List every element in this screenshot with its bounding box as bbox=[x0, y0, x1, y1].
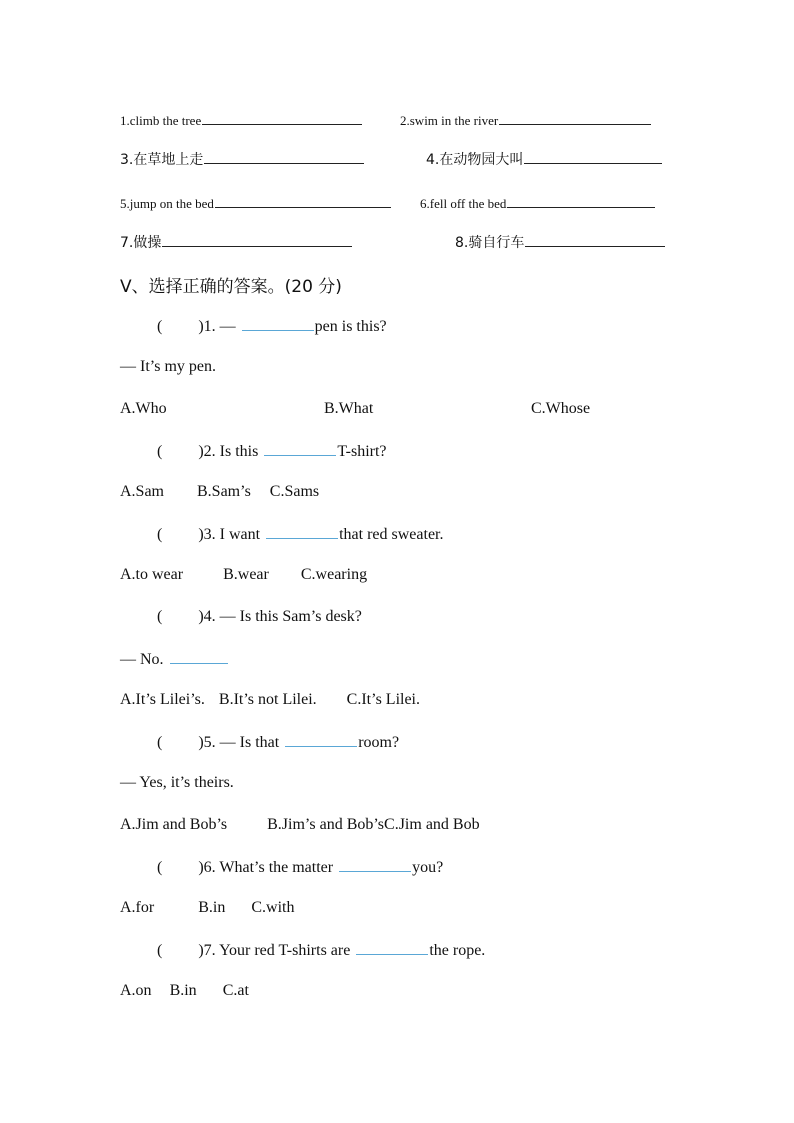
option-a[interactable]: A.It’s Lilei’s. bbox=[120, 691, 205, 708]
question-1 bbox=[157, 316, 387, 336]
paren-open: ( bbox=[157, 526, 163, 543]
item-text: 7.做操 bbox=[120, 235, 162, 251]
item-text: 2.swim in the river bbox=[400, 113, 499, 128]
paren-close: ) bbox=[198, 942, 204, 959]
question-6 bbox=[157, 857, 443, 877]
options-row bbox=[120, 691, 420, 709]
question-2 bbox=[157, 441, 387, 461]
question-7 bbox=[157, 940, 485, 960]
answer-line[interactable] bbox=[525, 232, 665, 247]
fill-blank[interactable] bbox=[242, 316, 314, 331]
item-text: 4.在动物园大叫 bbox=[426, 152, 524, 168]
translation-item-8 bbox=[455, 232, 665, 252]
paren-close: ) bbox=[198, 526, 204, 543]
question-4 bbox=[157, 608, 362, 626]
translation-item-6 bbox=[420, 193, 655, 212]
paren-open: ( bbox=[157, 942, 163, 959]
options-row bbox=[120, 566, 367, 584]
question-text: 6. What’s the matter bbox=[203, 859, 338, 876]
fill-blank[interactable] bbox=[170, 649, 228, 664]
option-b[interactable]: B.wear bbox=[223, 566, 269, 583]
answer-line[interactable] bbox=[202, 110, 362, 125]
answer-line-text: — It’s my pen. bbox=[120, 358, 216, 375]
option-b[interactable]: B.Sam’s bbox=[197, 483, 251, 500]
question-suffix: T-shirt? bbox=[337, 443, 387, 460]
paren-close: ) bbox=[198, 443, 204, 460]
translation-item-5 bbox=[120, 193, 391, 212]
question-suffix: room? bbox=[358, 734, 400, 751]
answer-prefix: — No. bbox=[120, 651, 168, 668]
option-b[interactable]: B.in bbox=[198, 899, 226, 916]
question-text: 7. Your red T-shirts are bbox=[203, 942, 355, 959]
answer-line[interactable] bbox=[499, 110, 651, 125]
answer-line-text: — Yes, it’s theirs. bbox=[120, 774, 234, 791]
translation-item-4 bbox=[426, 149, 662, 169]
paren-close: ) bbox=[198, 734, 204, 751]
question-text: 2. Is this bbox=[203, 443, 263, 460]
answer-line[interactable] bbox=[204, 149, 364, 164]
fill-blank[interactable] bbox=[339, 857, 411, 872]
options-row bbox=[120, 483, 319, 501]
option-b[interactable]: B.It’s not Lilei. bbox=[218, 691, 317, 708]
options-row bbox=[120, 899, 294, 917]
fill-blank[interactable] bbox=[356, 940, 428, 955]
option-a[interactable]: A.Who bbox=[120, 400, 167, 417]
option-c[interactable]: C.with bbox=[251, 899, 295, 916]
fill-blank[interactable] bbox=[285, 732, 357, 747]
options-row bbox=[120, 816, 480, 834]
option-a[interactable]: A.Jim and Bob’s bbox=[120, 816, 228, 833]
item-text: 8.骑自行车 bbox=[455, 235, 525, 251]
question-suffix: pen is this? bbox=[314, 318, 387, 335]
paren-close: ) bbox=[198, 608, 204, 625]
option-a[interactable]: A.for bbox=[120, 899, 155, 916]
fill-blank[interactable] bbox=[266, 524, 338, 539]
options-row bbox=[120, 982, 249, 1000]
translation-item-1 bbox=[120, 110, 362, 129]
paren-open: ( bbox=[157, 859, 163, 876]
paren-open: ( bbox=[157, 608, 163, 625]
section-title: Ⅴ、选择正确的答案。(20 分) bbox=[120, 277, 342, 297]
paren-close: ) bbox=[198, 859, 204, 876]
question-suffix: the rope. bbox=[429, 942, 486, 959]
answer-line[interactable] bbox=[524, 149, 662, 164]
option-c[interactable]: C.Whose bbox=[531, 400, 591, 417]
option-b[interactable]: B.in bbox=[169, 982, 197, 999]
question-5 bbox=[157, 732, 399, 752]
question-text: 4. — Is this Sam’s desk? bbox=[203, 608, 362, 625]
translation-item-2 bbox=[400, 110, 651, 129]
question-3 bbox=[157, 524, 444, 544]
question-text: 3. I want bbox=[203, 526, 265, 543]
item-text: 6.fell off the bed bbox=[420, 196, 507, 211]
question-suffix: you? bbox=[412, 859, 444, 876]
option-a[interactable]: A.to wear bbox=[120, 566, 184, 583]
option-c[interactable]: C.Sams bbox=[269, 483, 320, 500]
question-text: 5. — Is that bbox=[203, 734, 284, 751]
answer-line[interactable] bbox=[162, 232, 352, 247]
option-a[interactable]: A.on bbox=[120, 982, 152, 999]
paren-open: ( bbox=[157, 443, 163, 460]
question-text: 1. — bbox=[203, 318, 240, 335]
translation-item-3 bbox=[120, 149, 364, 169]
answer-line[interactable] bbox=[507, 193, 655, 208]
option-b[interactable]: B.What bbox=[324, 400, 374, 417]
question-suffix: that red sweater. bbox=[339, 526, 444, 543]
paren-close: ) bbox=[198, 318, 204, 335]
paren-open: ( bbox=[157, 734, 163, 751]
option-c[interactable]: C.wearing bbox=[300, 566, 368, 583]
fill-blank[interactable] bbox=[264, 441, 336, 456]
answer-line-text bbox=[120, 649, 229, 669]
answer-line[interactable] bbox=[215, 193, 391, 208]
item-text: 1.climb the tree bbox=[120, 113, 202, 128]
item-text: 3.在草地上走 bbox=[120, 152, 204, 168]
translation-item-7 bbox=[120, 232, 352, 252]
option-c[interactable]: C.It’s Lilei. bbox=[346, 691, 420, 708]
option-b[interactable]: B.Jim’s and Bob’s bbox=[267, 816, 385, 833]
option-c[interactable]: C.Jim and Bob bbox=[384, 816, 480, 833]
paren-open: ( bbox=[157, 318, 163, 335]
option-c[interactable]: C.at bbox=[222, 982, 249, 999]
option-a[interactable]: A.Sam bbox=[120, 483, 164, 500]
item-text: 5.jump on the bed bbox=[120, 196, 214, 211]
